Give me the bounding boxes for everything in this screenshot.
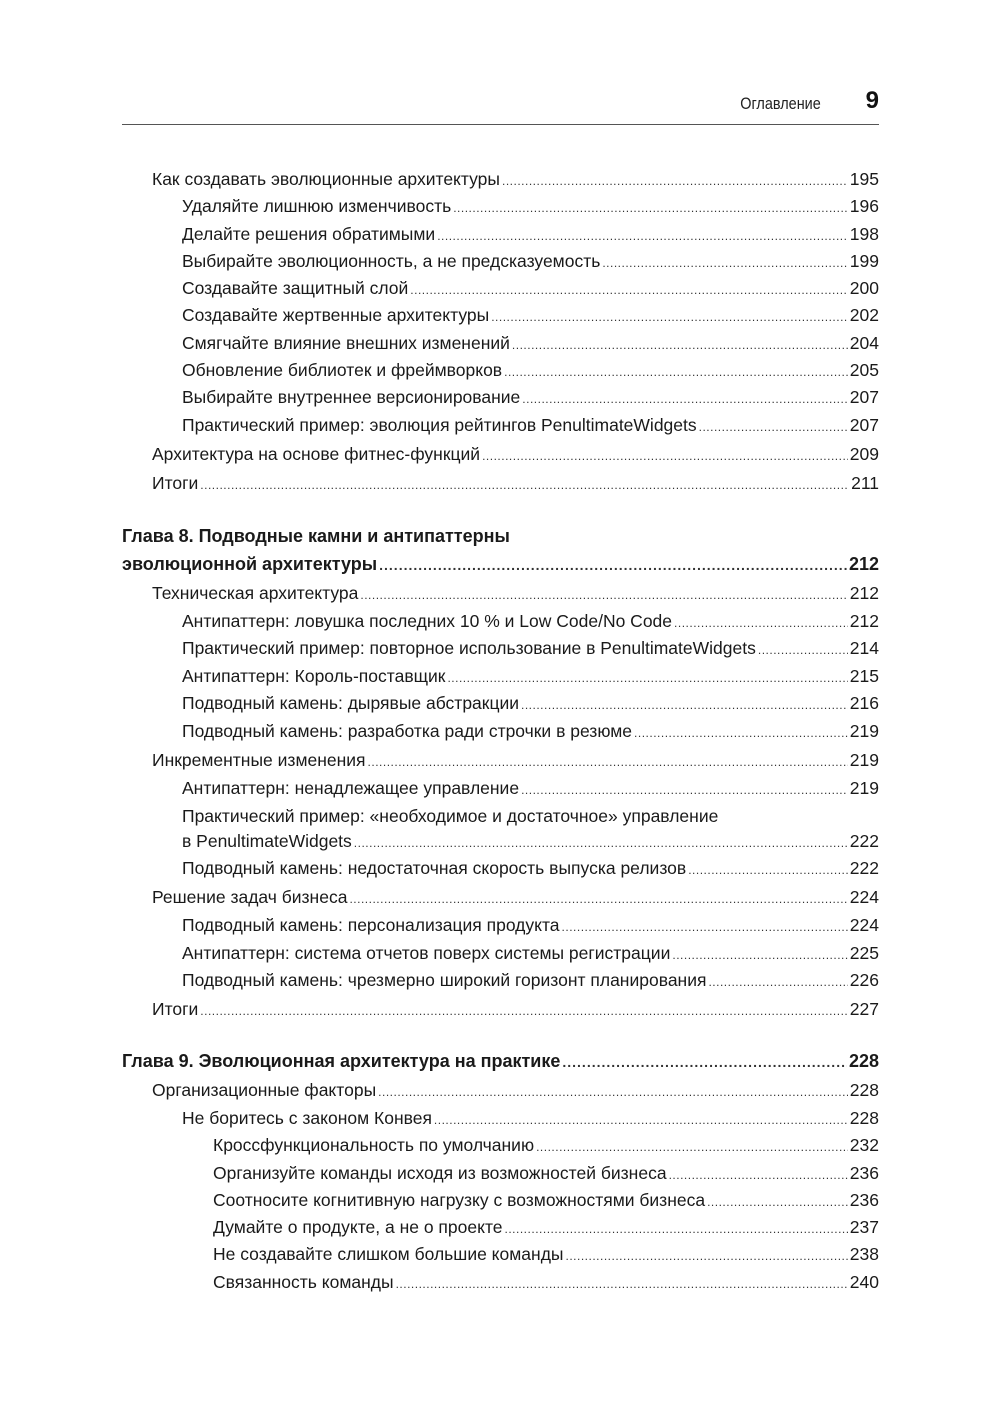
toc-entry-label: Подводный камень: чрезмерно широкий горизонт планирования xyxy=(182,970,707,990)
toc-leader-dots xyxy=(634,722,848,744)
toc-leader-dots xyxy=(453,197,848,219)
toc-entry-page: 205 xyxy=(849,360,879,380)
toc-entry[interactable] xyxy=(152,472,879,496)
toc-entry-page: 199 xyxy=(849,251,879,271)
toc-leader-dots xyxy=(707,1191,848,1213)
toc-leader-dots xyxy=(379,554,847,576)
toc-leader-dots xyxy=(562,916,848,938)
toc-entry-label: Выбирайте эволюционность, а не предсказуемость xyxy=(182,251,601,271)
toc-leader-dots xyxy=(360,584,847,606)
toc-entry-page: 225 xyxy=(849,943,879,963)
toc-entry-label: Смягчайте влияние внешних изменений xyxy=(182,333,510,353)
toc-entry[interactable] xyxy=(152,886,879,910)
toc-entry-label: Итоги xyxy=(152,999,199,1019)
toc-leader-dots xyxy=(200,474,849,496)
toc-leader-dots xyxy=(505,1218,848,1240)
toc-entry-label: Практический пример: повторное использование в PenultimateWidgets xyxy=(182,638,756,658)
toc-entry[interactable] xyxy=(182,857,879,881)
toc-entry[interactable] xyxy=(182,692,879,716)
toc-entry[interactable] xyxy=(213,1216,879,1240)
toc-entry[interactable] xyxy=(152,582,879,606)
toc-entry-label: Создавайте жертвенные архитектуры xyxy=(182,305,490,325)
toc-leader-dots xyxy=(562,1051,847,1073)
toc-entry-page: 195 xyxy=(849,169,879,189)
toc-entry-page: 212 xyxy=(849,583,879,603)
toc-leader-dots xyxy=(521,694,848,716)
toc-entry-page: 214 xyxy=(849,638,879,658)
toc-entry-label: Антипаттерн: Король-поставщик xyxy=(182,666,446,686)
toc-entry-page: 226 xyxy=(849,970,879,990)
toc-leader-dots xyxy=(434,1109,848,1131)
toc-entry-page: 212 xyxy=(848,554,879,574)
toc-entry-page: 228 xyxy=(849,1080,879,1100)
toc-entry[interactable] xyxy=(182,830,879,854)
toc-leader-dots xyxy=(536,1136,848,1158)
toc-entry-page: 227 xyxy=(849,999,879,1019)
toc-entry-label: Итоги xyxy=(152,473,199,493)
toc-entry-label: Как создавать эволюционные архитектуры xyxy=(152,169,500,189)
toc-entry-page: 212 xyxy=(849,611,879,631)
toc-entry-page: 224 xyxy=(849,915,879,935)
toc-leader-dots xyxy=(378,1081,848,1103)
toc-entry[interactable] xyxy=(182,277,879,301)
toc-entry-label: Архитектура на основе фитнес-функций xyxy=(152,444,481,464)
toc-entry[interactable] xyxy=(213,1189,879,1213)
toc-entry-first-line[interactable]: Практический пример: «необходимое и достаточное» управление xyxy=(182,806,719,826)
toc-leader-dots xyxy=(502,170,848,192)
toc-entry-label: Практический пример: эволюция рейтингов PenultimateWidgets xyxy=(182,415,697,435)
toc-entry-label: Соотносите когнитивную нагрузку с возможностями бизнеса xyxy=(213,1190,706,1210)
toc-entry[interactable] xyxy=(182,359,879,383)
toc-leader-dots xyxy=(674,612,848,634)
toc-entry[interactable] xyxy=(213,1162,879,1186)
toc-entry[interactable] xyxy=(182,414,879,438)
toc-leader-dots xyxy=(200,1000,848,1022)
toc-entry-page: 196 xyxy=(849,196,879,216)
toc-entry-page: 240 xyxy=(849,1272,879,1292)
toc-entry-label: Обновление библиотек и фреймворков xyxy=(182,360,503,380)
toc-entry-page: 236 xyxy=(849,1190,879,1210)
toc-entry-label: Подводный камень: разработка ради строчки в резюме xyxy=(182,721,633,741)
toc-entry-page: 238 xyxy=(849,1244,879,1264)
toc-entry-label: Делайте решения обратимыми xyxy=(182,224,436,244)
toc-entry[interactable] xyxy=(182,914,879,938)
toc-entry-label: в PenultimateWidgets xyxy=(182,831,352,851)
toc-entry-page: 200 xyxy=(849,278,879,298)
toc-entry[interactable] xyxy=(182,223,879,247)
toc-leader-dots xyxy=(410,279,848,301)
toc-entry[interactable] xyxy=(213,1134,879,1158)
toc-entry-page: 219 xyxy=(849,750,879,770)
toc-entry[interactable] xyxy=(182,304,879,328)
toc-entry-label: Создавайте защитный слой xyxy=(182,278,409,298)
toc-entry[interactable] xyxy=(182,942,879,966)
toc-entry[interactable] xyxy=(182,250,879,274)
toc-entry[interactable] xyxy=(182,969,879,993)
toc-entry[interactable] xyxy=(182,332,879,356)
toc-leader-dots xyxy=(566,1245,848,1267)
toc-entry-label: Не создавайте слишком большие команды xyxy=(213,1244,564,1264)
toc-entry-page: 237 xyxy=(849,1217,879,1237)
toc-leader-dots xyxy=(672,944,847,966)
toc-entry-page: 222 xyxy=(849,858,879,878)
toc-entry-label: Антипаттерн: система отчетов поверх системы регистрации xyxy=(182,943,671,963)
toc-entry-page: 224 xyxy=(849,887,879,907)
toc-entry-label: Кроссфункциональность по умолчанию xyxy=(213,1135,535,1155)
toc-entry-page: 207 xyxy=(849,387,879,407)
toc-entry-label: Подводный камень: персонализация продукта xyxy=(182,915,560,935)
toc-entry[interactable] xyxy=(182,777,879,801)
toc-leader-dots xyxy=(504,361,848,383)
toc-leader-dots xyxy=(758,639,848,661)
toc-entry-label: Подводный камень: дырявые абстракции xyxy=(182,693,520,713)
toc-entry-page: 232 xyxy=(849,1135,879,1155)
running-header xyxy=(122,88,879,125)
toc-leader-dots xyxy=(447,667,847,689)
toc-entry-page: 216 xyxy=(849,693,879,713)
toc-entry[interactable] xyxy=(182,610,879,634)
toc-entry-page: 219 xyxy=(849,778,879,798)
toc-leader-dots xyxy=(368,751,848,773)
toc-leader-dots xyxy=(522,388,848,410)
toc-leader-dots xyxy=(396,1273,848,1295)
toc-entry-label: Антипаттерн: ловушка последних 10 % и Low Code/No Code xyxy=(182,611,673,631)
toc-leader-dots xyxy=(521,779,848,801)
toc-leader-dots xyxy=(512,334,848,356)
chapter-title[interactable]: Глава 8. Подводные камни и антипаттерны xyxy=(122,526,510,546)
toc-entry[interactable] xyxy=(152,1079,879,1103)
toc-leader-dots xyxy=(349,888,847,910)
toc-entry[interactable] xyxy=(182,665,879,689)
toc-entry-label: Выбирайте внутреннее версионирование xyxy=(182,387,521,407)
toc-entry[interactable] xyxy=(152,749,879,773)
toc-entry[interactable] xyxy=(213,1243,879,1267)
toc-leader-dots xyxy=(688,859,848,881)
toc-entry-page: 215 xyxy=(849,666,879,686)
running-header-title: Оглавление xyxy=(740,94,821,113)
toc-entry-page: 204 xyxy=(849,333,879,353)
toc-entry[interactable] xyxy=(152,443,879,467)
chapter-entry[interactable] xyxy=(122,553,879,576)
toc-entry-page: 211 xyxy=(851,473,879,493)
toc-leader-dots xyxy=(669,1164,848,1186)
toc-entry-label: Организационные факторы xyxy=(152,1080,377,1100)
running-header-page-number: 9 xyxy=(865,87,879,114)
toc-entry[interactable] xyxy=(213,1271,879,1295)
toc-leader-dots xyxy=(699,416,848,438)
toc-entry-page: 198 xyxy=(849,224,879,244)
toc-entry-label: Решение задач бизнеса xyxy=(152,887,348,907)
toc-entry-page: 209 xyxy=(849,444,879,464)
toc-entry-page: 222 xyxy=(849,831,879,851)
toc-entry[interactable] xyxy=(152,168,879,192)
chapter-entry[interactable] xyxy=(122,1050,879,1073)
toc-entry-label: Связанность команды xyxy=(213,1272,394,1292)
toc-entry[interactable] xyxy=(182,386,879,410)
toc-leader-dots xyxy=(437,225,848,247)
toc-entry-label: Не боритесь с законом Конвея xyxy=(182,1108,432,1128)
toc-entry-page: 236 xyxy=(849,1163,879,1183)
toc-entry-page: 219 xyxy=(849,721,879,741)
toc-leader-dots xyxy=(482,445,848,467)
toc-entry-page: 207 xyxy=(849,415,879,435)
toc-entry[interactable] xyxy=(152,998,879,1022)
toc-entry-label: Подводный камень: недостаточная скорость выпуска релизов xyxy=(182,858,687,878)
toc-entry-label: Думайте о продукте, а не о проекте xyxy=(213,1217,503,1237)
toc-entry-page: 228 xyxy=(848,1051,879,1071)
toc-entry-label: Инкрементные изменения xyxy=(152,750,366,770)
toc-entry-page: 202 xyxy=(849,305,879,325)
toc-entry[interactable] xyxy=(182,1107,879,1131)
toc-entry[interactable] xyxy=(182,195,879,219)
toc-leader-dots xyxy=(354,832,848,854)
toc-entry[interactable] xyxy=(182,720,879,744)
toc-entry-label: Антипаттерн: ненадлежащее управление xyxy=(182,778,520,798)
toc-entry-label: Организуйте команды исходя из возможностей бизнеса xyxy=(213,1163,667,1183)
toc-entry-label: Удаляйте лишнюю изменчивость xyxy=(182,196,452,216)
toc-leader-dots xyxy=(602,252,847,274)
toc-entry-page: 228 xyxy=(849,1108,879,1128)
toc-entry-label: Техническая архитектура xyxy=(152,583,359,603)
toc-entry-label: эволюционной архитектуры xyxy=(122,554,378,574)
toc-leader-dots xyxy=(708,971,847,993)
toc-entry[interactable] xyxy=(182,637,879,661)
toc-entry-label: Глава 9. Эволюционная архитектура на практике xyxy=(122,1051,561,1071)
toc-leader-dots xyxy=(491,306,848,328)
